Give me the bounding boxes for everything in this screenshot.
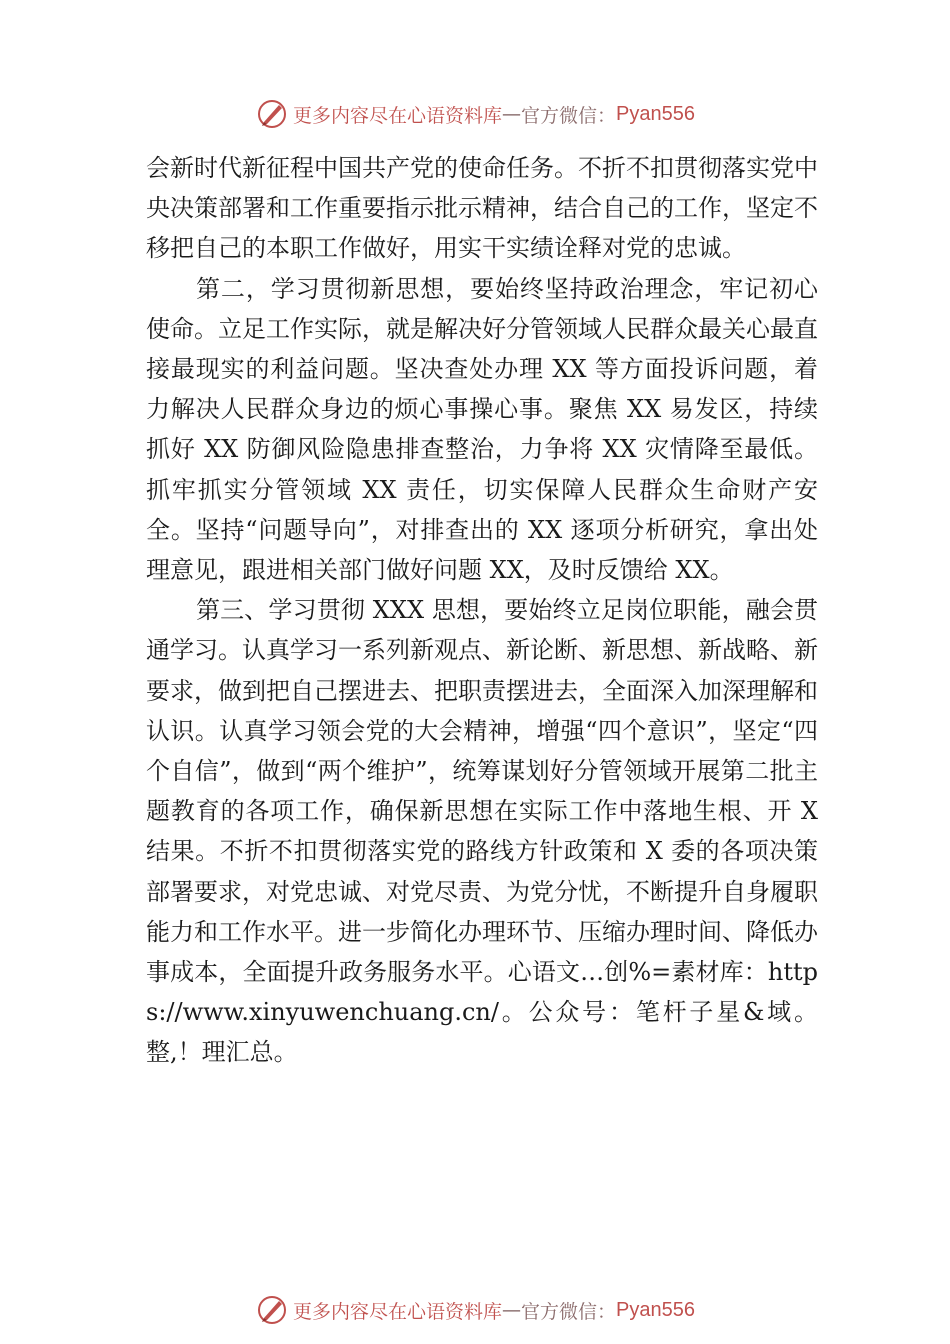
document-body bbox=[146, 148, 818, 1073]
header-wechat-label: 官方微信： bbox=[521, 104, 617, 127]
header-watermark-banner bbox=[0, 94, 950, 134]
footer-wechat-id: Pyan556 bbox=[616, 1298, 695, 1321]
paragraph-third-point: 第三、学习贯彻 XXX 思想，要始终立足岗位职能，融会贯通学习。认真学习一系列新观点、新论断、新思想、新战略、新要求，做到把自己摆进去、把职责摆进去，全面深入加深理解和认识。认真学习领会党的大会精神，增强“四个意识”，坚定“四个自信”，做到“两个维护”，统筹谋划好分管领域开展第二批主题教育的各项工作，确保新思想在实际工作中落地生根、开 X 结果。不折不扣贯彻落实党的路线方针政策和 X 委的各项决策部署要求，对党忠诚、对党尽责、为党分忧，不断提升自身履职能力和工作水平。进一步简化办理环节、压缩办理时间、降低办事成本，全面提升政务服务水平。心语文…创%=素材库：https://www.xinyuwenchuang.cn/。公众号：笔杆子星&域。整,！理汇总。 bbox=[146, 596, 818, 1067]
footer-wechat-label: 官方微信： bbox=[521, 1300, 617, 1323]
header-separator: — bbox=[502, 103, 522, 125]
header-site-text: 更多内容尽在心语资料库 bbox=[293, 104, 503, 127]
header-wechat-id: Pyan556 bbox=[616, 102, 695, 125]
pen-logo-icon bbox=[255, 1293, 289, 1327]
pen-logo-icon bbox=[255, 97, 289, 131]
paragraph-second-point: 第二，学习贯彻新思想，要始终坚持政治理念，牢记初心使命。立足工作实际，就是解决好分管领域人民群众最关心最直接最现实的利益问题。坚决查处办理 XX 等方面投诉问题，着力解决人民群众身边的烦心事操心事。聚焦 XX 易发区，持续抓好 XX 防御风险隐患排查整治，力争将 XX 灾情降至最低。抓牢抓实分管领域 XX 责任，切实保障人民群众生命财产安全。坚持“问题导向”，对排查出的 XX 逐项分析研究，拿出处理意见，跟进相关部门做好问题 XX，及时反馈给 XX。 bbox=[146, 274, 818, 585]
paragraph-continuation: 会新时代新征程中国共产党的使命任务。不折不扣贯彻落实党中央决策部署和工作重要指示批示精神，结合自己的工作，坚定不移把自己的本职工作做好，用实干实绩诠释对党的忠诚。 bbox=[146, 154, 818, 263]
footer-watermark-banner bbox=[0, 1290, 950, 1330]
footer-separator: — bbox=[502, 1299, 522, 1321]
footer-site-text: 更多内容尽在心语资料库 bbox=[293, 1300, 503, 1323]
